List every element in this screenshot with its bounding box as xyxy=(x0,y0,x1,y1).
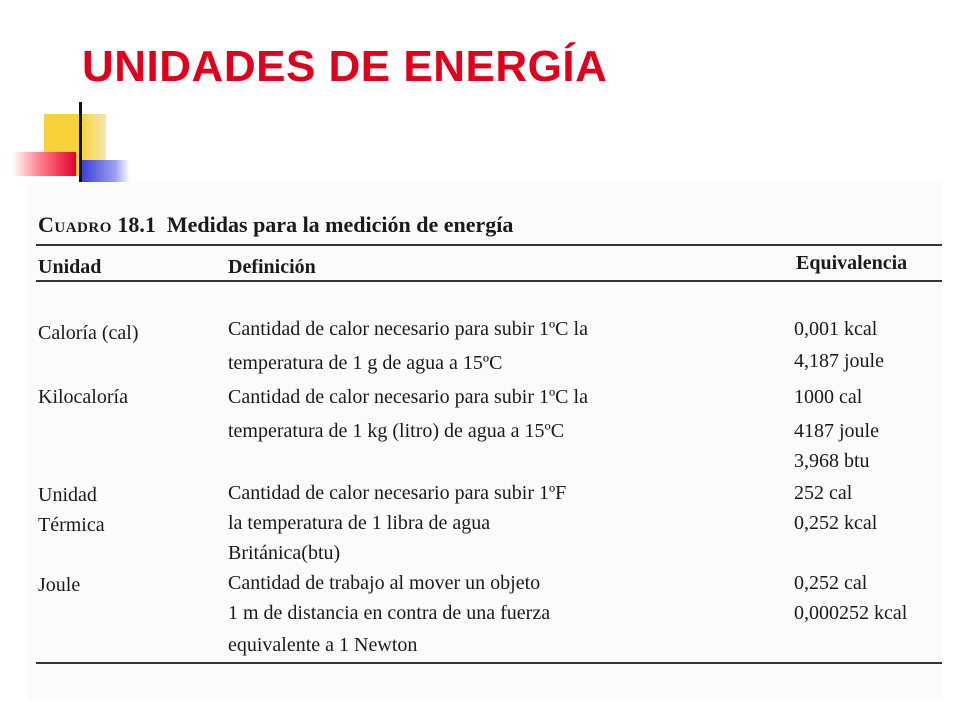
row-btu-definition-line1: Cantidad de calor necesario para subir 1ºF xyxy=(228,482,567,504)
caption-text: Medidas para la medición de energía xyxy=(166,212,514,237)
table-bottom-rule xyxy=(36,662,942,664)
row-btu-unit-line1: Unidad xyxy=(38,484,97,506)
black-vertical-line xyxy=(79,102,82,182)
row-calorie-unit: Caloría (cal) xyxy=(38,322,139,344)
header-bottom-rule xyxy=(36,280,942,282)
row-joule-definition-line3: equivalente a 1 Newton xyxy=(228,634,418,656)
table-caption xyxy=(38,212,513,238)
row-calorie-definition-line2: temperatura de 1 g de agua a 15ºC xyxy=(228,352,503,374)
row-kilocalorie-definition-line1: Cantidad de calor necesario para subir 1ºC la xyxy=(228,386,588,408)
row-joule-equivalence-1: 0,252 cal xyxy=(794,572,868,594)
red-bar-shape xyxy=(12,152,76,176)
row-kilocalorie-unit: Kilocaloría xyxy=(38,386,128,408)
row-kilocalorie-equivalence-1: 1000 cal xyxy=(794,386,863,408)
header-definicion: Definición xyxy=(228,256,316,278)
row-joule-equivalence-2: 0,000252 kcal xyxy=(794,602,908,624)
slide-title: UNIDADES DE ENERGÍA xyxy=(82,42,608,91)
row-calorie-equivalence-2: 4,187 joule xyxy=(794,350,884,372)
blue-bar-shape xyxy=(82,160,130,182)
table-top-rule xyxy=(36,244,942,246)
row-btu-unit-line2: Térmica xyxy=(38,514,105,536)
row-calorie-equivalence-1: 0,001 kcal xyxy=(794,318,878,340)
row-kilocalorie-definition-line2: temperatura de 1 kg (litro) de agua a 15ºC xyxy=(228,420,565,442)
decorative-logo xyxy=(0,0,140,190)
header-equivalencia: Equivalencia xyxy=(796,252,908,274)
row-calorie-definition-line1: Cantidad de calor necesario para subir 1ºC la xyxy=(228,318,588,340)
row-joule-unit: Joule xyxy=(38,574,81,596)
row-joule-definition-line1: Cantidad de trabajo al mover un objeto xyxy=(228,572,541,594)
header-unidad: Unidad xyxy=(38,256,102,278)
caption-prefix: Cuadro xyxy=(38,212,112,237)
scanned-table-page xyxy=(28,182,942,700)
caption-number: 18.1 xyxy=(117,212,156,237)
row-btu-definition-line2: la temperatura de 1 libra de agua xyxy=(228,512,491,534)
row-kilocalorie-equivalence-3: 3,968 btu xyxy=(794,450,870,472)
row-btu-definition-line3: Británica(btu) xyxy=(228,542,341,564)
row-joule-definition-line2: 1 m de distancia en contra de una fuerza xyxy=(228,602,551,624)
row-btu-equivalence-1: 252 cal xyxy=(794,482,853,504)
row-kilocalorie-equivalence-2: 4187 joule xyxy=(794,420,879,442)
row-btu-equivalence-2: 0,252 kcal xyxy=(794,512,878,534)
